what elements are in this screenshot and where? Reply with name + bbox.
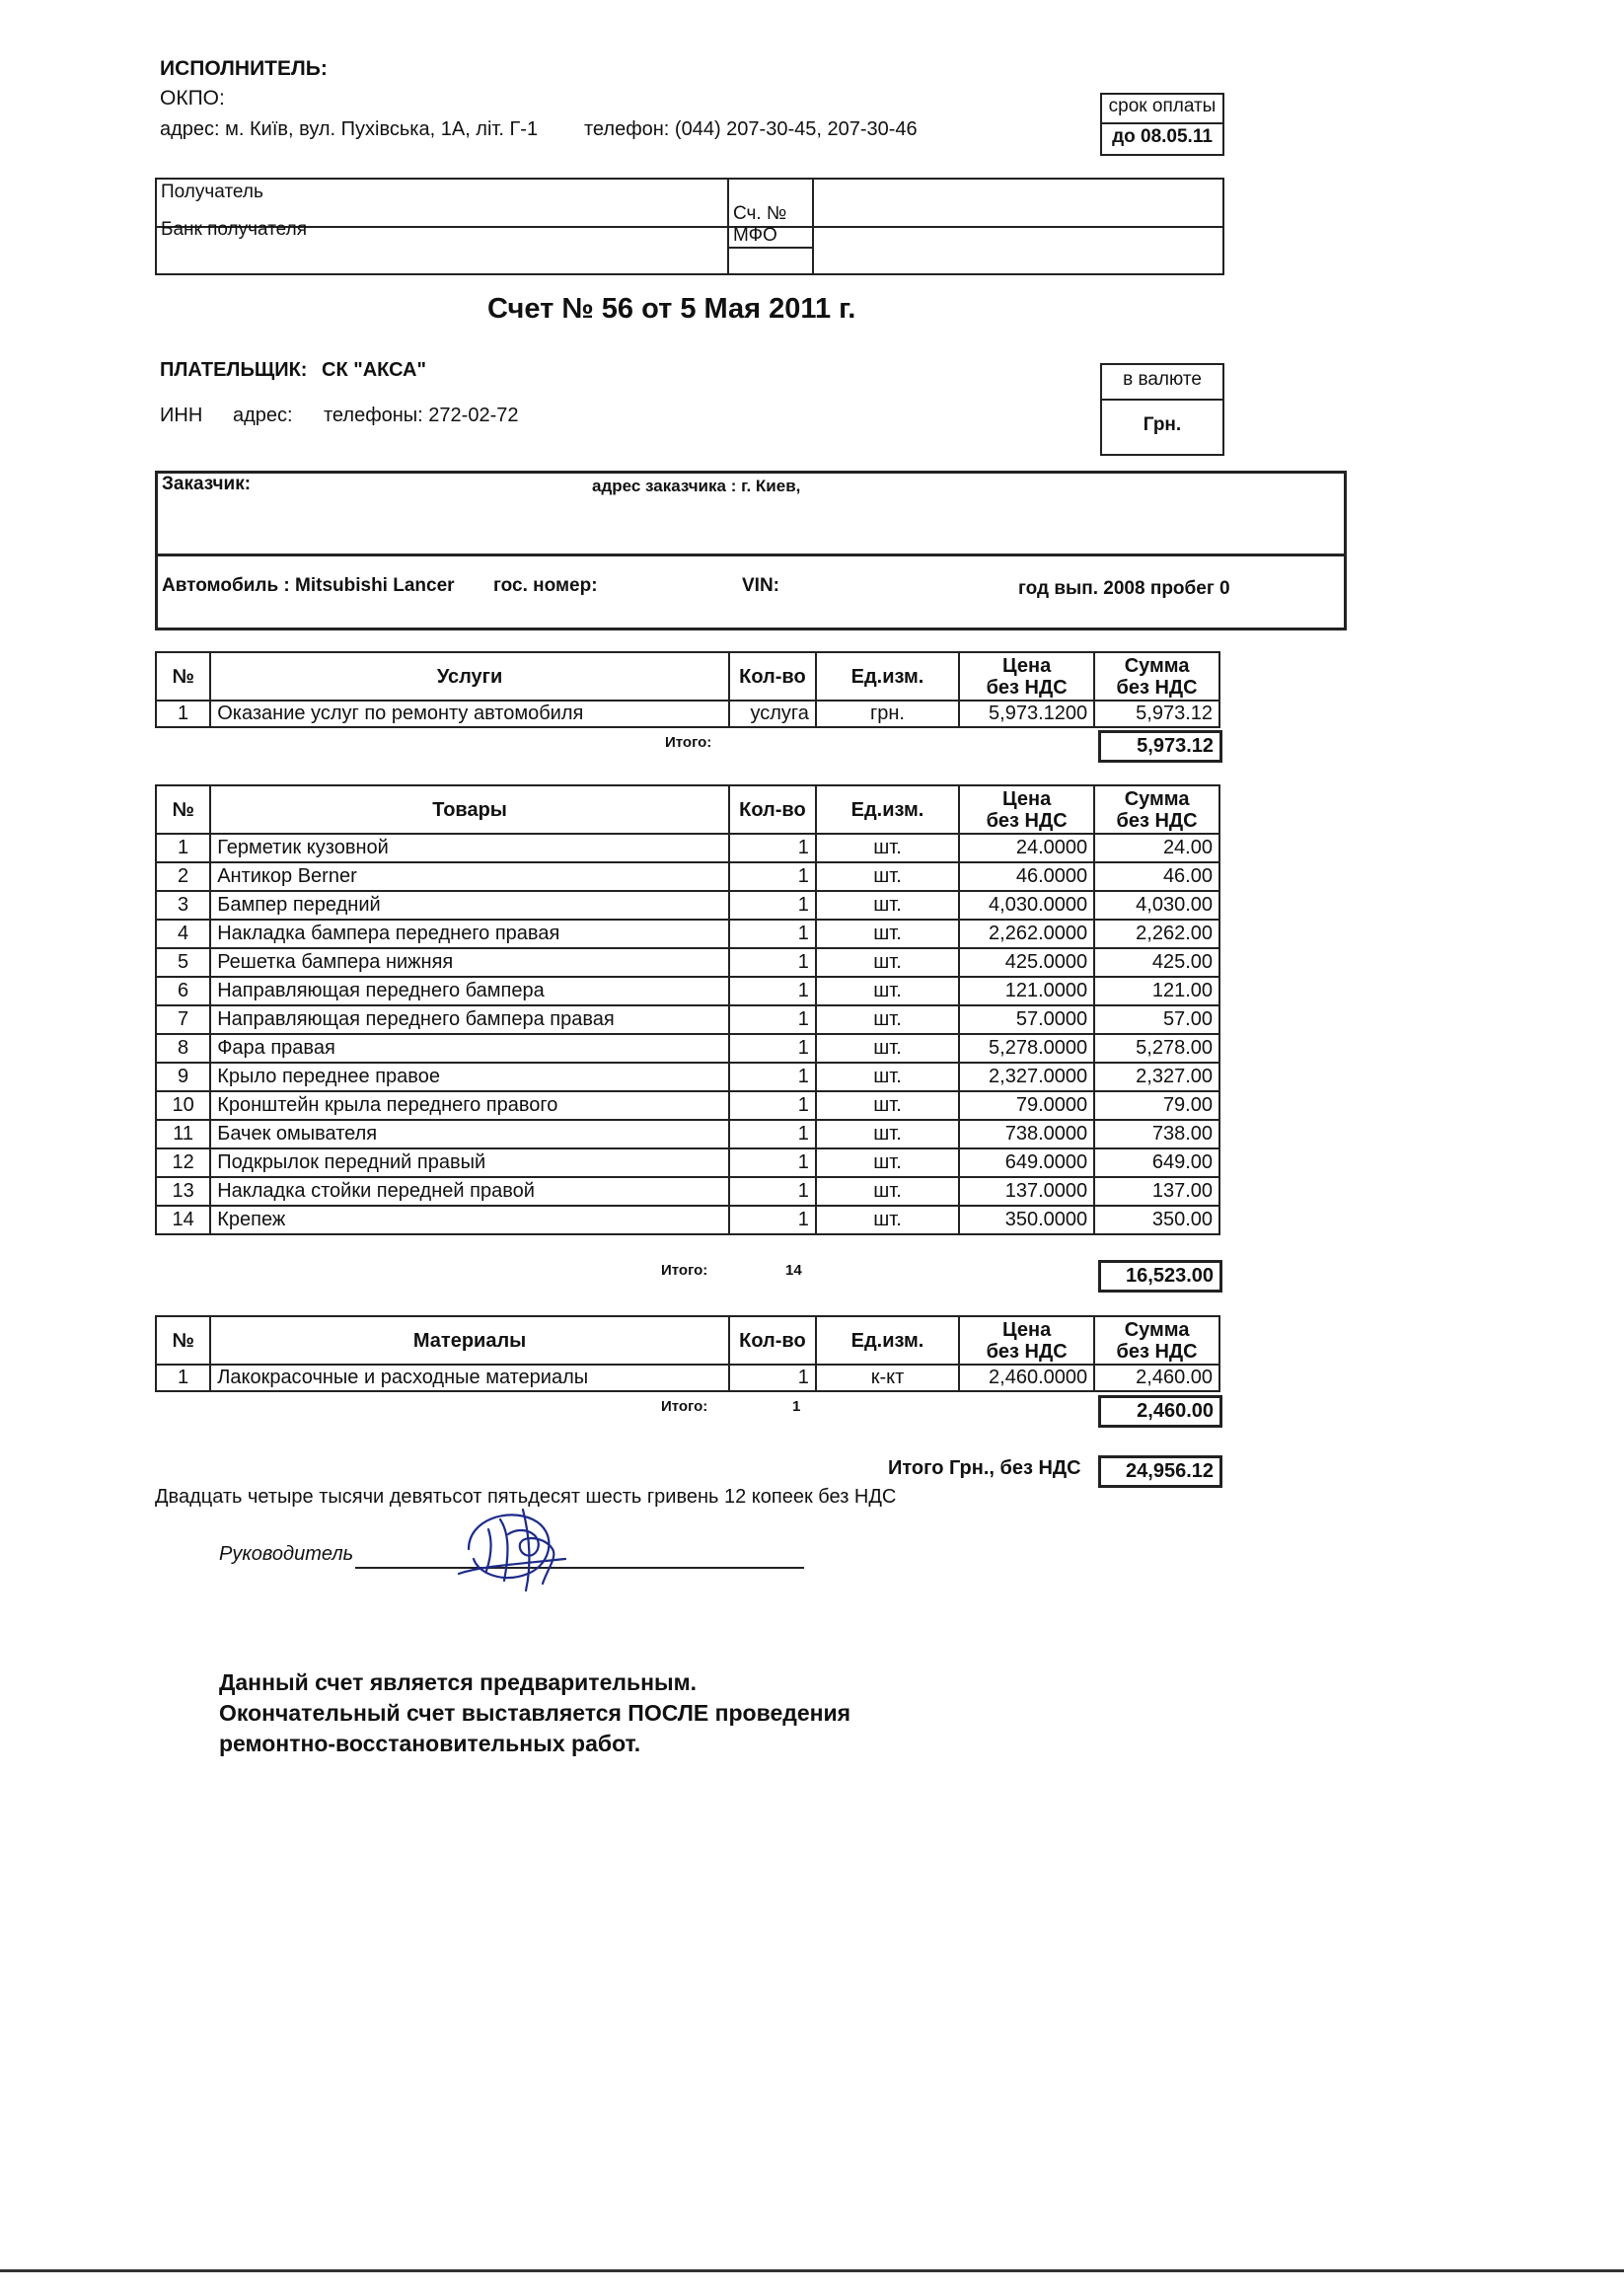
row-unit: шт. [816, 1091, 959, 1120]
row-no: 13 [156, 1177, 210, 1206]
col-unit: Ед.изм. [816, 785, 959, 834]
row-price: 4,030.0000 [959, 891, 1094, 920]
executor-phone: телефон: (044) 207-30-45, 207-30-46 [584, 118, 918, 140]
recipient-box [155, 178, 1224, 275]
row-no: 7 [156, 1005, 210, 1034]
currency-value: Грн. [1143, 414, 1182, 435]
row-qty: 1 [729, 1063, 816, 1091]
row-unit: шт. [816, 862, 959, 891]
recipient-label: Получатель [161, 182, 263, 202]
row-sum: 350.00 [1094, 1206, 1219, 1234]
executor-label: ИСПОЛНИТЕЛЬ: [160, 57, 328, 80]
table-row [156, 1063, 1219, 1091]
row-no: 1 [156, 1365, 210, 1391]
currency-box [1100, 363, 1224, 456]
row-name: Накладка бампера переднего правая [210, 920, 729, 948]
row-price: 24.0000 [959, 834, 1094, 862]
row-qty: 1 [729, 1034, 816, 1063]
row-sum: 4,030.00 [1094, 891, 1219, 920]
row-no: 6 [156, 977, 210, 1005]
row-name: Фара правая [210, 1034, 729, 1063]
bank-label: Банк получателя [161, 219, 307, 240]
row-unit: шт. [816, 1148, 959, 1177]
row-sum: 2,460.00 [1094, 1365, 1219, 1391]
payer-label: ПЛАТЕЛЬЩИК: [160, 359, 308, 381]
row-unit: шт. [816, 977, 959, 1005]
row-price: 121.0000 [959, 977, 1094, 1005]
note-line-1: Данный счет является предварительным. [219, 1669, 698, 1695]
mfo-label: МФО [733, 225, 777, 246]
col-qty: Кол-во [729, 785, 816, 834]
col-no: № [156, 652, 210, 701]
row-unit: шт. [816, 948, 959, 977]
goods-table [155, 784, 1220, 1235]
table-row [156, 977, 1219, 1005]
materials-table [155, 1315, 1220, 1392]
row-qty: 1 [729, 862, 816, 891]
col-price: Цена без НДС [959, 1316, 1094, 1365]
row-unit: шт. [816, 1206, 959, 1234]
row-price: 425.0000 [959, 948, 1094, 977]
table-row [156, 891, 1219, 920]
table-row [156, 1365, 1219, 1391]
row-price: 649.0000 [959, 1148, 1094, 1177]
row-name: Крепеж [210, 1206, 729, 1234]
row-price: 2,327.0000 [959, 1063, 1094, 1091]
payer-address-label: адрес: [233, 405, 293, 426]
invoice-title: Счет № 56 от 5 Мая 2011 г. [487, 293, 856, 325]
row-price: 2,460.0000 [959, 1365, 1094, 1391]
okpo-label: ОКПО: [160, 87, 225, 110]
row-unit: шт. [816, 1063, 959, 1091]
row-sum: 2,327.00 [1094, 1063, 1219, 1091]
payer-inn-label: ИНН [160, 405, 203, 426]
row-price: 5,973.1200 [959, 701, 1094, 727]
row-sum: 2,262.00 [1094, 920, 1219, 948]
table-row [156, 1206, 1219, 1234]
row-no: 4 [156, 920, 210, 948]
row-unit: к-кт [816, 1365, 959, 1391]
payer-name: СК "АКСА" [322, 359, 426, 381]
row-sum: 79.00 [1094, 1091, 1219, 1120]
goods-total-label: Итого: [661, 1262, 708, 1279]
customer-label: Заказчик: [162, 474, 252, 494]
row-qty: 1 [729, 1120, 816, 1148]
col-title: Материалы [210, 1316, 729, 1365]
row-unit: шт. [816, 1120, 959, 1148]
row-unit: грн. [816, 701, 959, 727]
materials-total-label: Итого: [661, 1398, 708, 1415]
materials-total-value: 2,460.00 [1098, 1395, 1222, 1428]
plate-label: гос. номер: [493, 575, 598, 596]
row-no: 3 [156, 891, 210, 920]
row-price: 2,262.0000 [959, 920, 1094, 948]
row-unit: шт. [816, 891, 959, 920]
row-unit: шт. [816, 834, 959, 862]
row-name: Оказание услуг по ремонту автомобиля [210, 701, 729, 727]
row-price: 79.0000 [959, 1091, 1094, 1120]
row-no: 2 [156, 862, 210, 891]
payer-phones: телефоны: 272-02-72 [324, 405, 519, 426]
grand-total-value: 24,956.12 [1098, 1455, 1222, 1488]
materials-total-qty: 1 [792, 1398, 801, 1415]
table-row [156, 1177, 1219, 1206]
col-no: № [156, 1316, 210, 1365]
row-qty: 1 [729, 948, 816, 977]
customer-address: адрес заказчика : г. Киев, [592, 477, 801, 495]
services-table [155, 651, 1220, 728]
row-name: Бачек омывателя [210, 1120, 729, 1148]
row-name: Направляющая переднего бампера правая [210, 1005, 729, 1034]
col-unit: Ед.изм. [816, 652, 959, 701]
row-name: Лакокрасочные и расходные материалы [210, 1365, 729, 1391]
row-no: 14 [156, 1206, 210, 1234]
row-sum: 5,278.00 [1094, 1034, 1219, 1063]
table-row [156, 1005, 1219, 1034]
row-price: 46.0000 [959, 862, 1094, 891]
row-price: 57.0000 [959, 1005, 1094, 1034]
goods-total-qty: 14 [785, 1262, 802, 1279]
col-price: Цена без НДС [959, 652, 1094, 701]
row-price: 137.0000 [959, 1177, 1094, 1206]
account-label: Сч. № [733, 203, 787, 224]
row-unit: шт. [816, 1034, 959, 1063]
row-sum: 57.00 [1094, 1005, 1219, 1034]
row-qty: 1 [729, 1148, 816, 1177]
row-sum: 649.00 [1094, 1148, 1219, 1177]
row-qty: 1 [729, 920, 816, 948]
handwritten-signature [449, 1490, 577, 1598]
payment-term-box [1100, 93, 1224, 156]
col-qty: Кол-во [729, 1316, 816, 1365]
row-qty: услуга [729, 701, 816, 727]
row-sum: 425.00 [1094, 948, 1219, 977]
col-price: Цена без НДС [959, 785, 1094, 834]
row-no: 11 [156, 1120, 210, 1148]
executor-address: адрес: м. Київ, вул. Пухівська, 1А, літ. Г-1 [160, 118, 539, 140]
row-qty: 1 [729, 1091, 816, 1120]
note-line-3: ремонтно-восстановительных работ. [219, 1731, 641, 1756]
payment-term-value: до 08.05.11 [1112, 126, 1213, 147]
row-name: Бампер передний [210, 891, 729, 920]
row-qty: 1 [729, 977, 816, 1005]
row-price: 5,278.0000 [959, 1034, 1094, 1063]
col-title: Товары [210, 785, 729, 834]
services-total-value: 5,973.12 [1098, 730, 1222, 763]
row-unit: шт. [816, 1177, 959, 1206]
currency-label: в валюте [1123, 369, 1202, 390]
services-total-label: Итого: [665, 734, 712, 751]
row-name: Кронштейн крыла переднего правого [210, 1091, 729, 1120]
signature-label: Руководитель [219, 1543, 354, 1565]
row-sum: 5,973.12 [1094, 701, 1219, 727]
payment-term-label: срок оплаты [1108, 96, 1217, 116]
note-line-2: Окончательный счет выставляется ПОСЛЕ проведения [219, 1700, 851, 1726]
row-price: 738.0000 [959, 1120, 1094, 1148]
vin-label: VIN: [742, 575, 779, 596]
table-row [156, 920, 1219, 948]
table-row [156, 1148, 1219, 1177]
scan-edge-line [0, 2269, 1624, 2272]
row-name: Герметик кузовной [210, 834, 729, 862]
row-sum: 738.00 [1094, 1120, 1219, 1148]
col-no: № [156, 785, 210, 834]
row-no: 1 [156, 834, 210, 862]
row-qty: 1 [729, 834, 816, 862]
table-row [156, 1120, 1219, 1148]
col-sum: Сумма без НДС [1094, 785, 1219, 834]
row-qty: 1 [729, 891, 816, 920]
row-sum: 121.00 [1094, 977, 1219, 1005]
table-row [156, 862, 1219, 891]
row-name: Решетка бампера нижняя [210, 948, 729, 977]
row-no: 8 [156, 1034, 210, 1063]
grand-total-label: Итого Грн., без НДС [888, 1457, 1081, 1479]
grand-total-in-words: Двадцать четыре тысячи девятьсот пятьдесят шесть гривень 12 копеек без НДС [155, 1486, 897, 1508]
row-sum: 46.00 [1094, 862, 1219, 891]
signature-line [355, 1567, 804, 1569]
col-title: Услуги [210, 652, 729, 701]
row-no: 1 [156, 701, 210, 727]
row-name: Накладка стойки передней правой [210, 1177, 729, 1206]
col-sum: Сумма без НДС [1094, 652, 1219, 701]
table-row [156, 834, 1219, 862]
row-no: 10 [156, 1091, 210, 1120]
row-price: 350.0000 [959, 1206, 1094, 1234]
col-sum: Сумма без НДС [1094, 1316, 1219, 1365]
row-no: 12 [156, 1148, 210, 1177]
row-no: 9 [156, 1063, 210, 1091]
year-mileage: год вып. 2008 пробег 0 [1018, 578, 1230, 599]
row-name: Антикор Berner [210, 862, 729, 891]
customer-box [155, 471, 1347, 630]
col-qty: Кол-во [729, 652, 816, 701]
car-model: Автомобиль : Mitsubishi Lancer [162, 575, 455, 596]
row-unit: шт. [816, 920, 959, 948]
row-qty: 1 [729, 1177, 816, 1206]
table-row [156, 948, 1219, 977]
row-sum: 24.00 [1094, 834, 1219, 862]
table-row [156, 1091, 1219, 1120]
row-qty: 1 [729, 1005, 816, 1034]
goods-total-value: 16,523.00 [1098, 1260, 1222, 1293]
row-qty: 1 [729, 1206, 816, 1234]
row-name: Подкрылок передний правый [210, 1148, 729, 1177]
row-sum: 137.00 [1094, 1177, 1219, 1206]
row-name: Направляющая переднего бампера [210, 977, 729, 1005]
table-row [156, 1034, 1219, 1063]
row-unit: шт. [816, 1005, 959, 1034]
col-unit: Ед.изм. [816, 1316, 959, 1365]
table-row [156, 701, 1219, 727]
row-no: 5 [156, 948, 210, 977]
row-qty: 1 [729, 1365, 816, 1391]
row-name: Крыло переднее правое [210, 1063, 729, 1091]
